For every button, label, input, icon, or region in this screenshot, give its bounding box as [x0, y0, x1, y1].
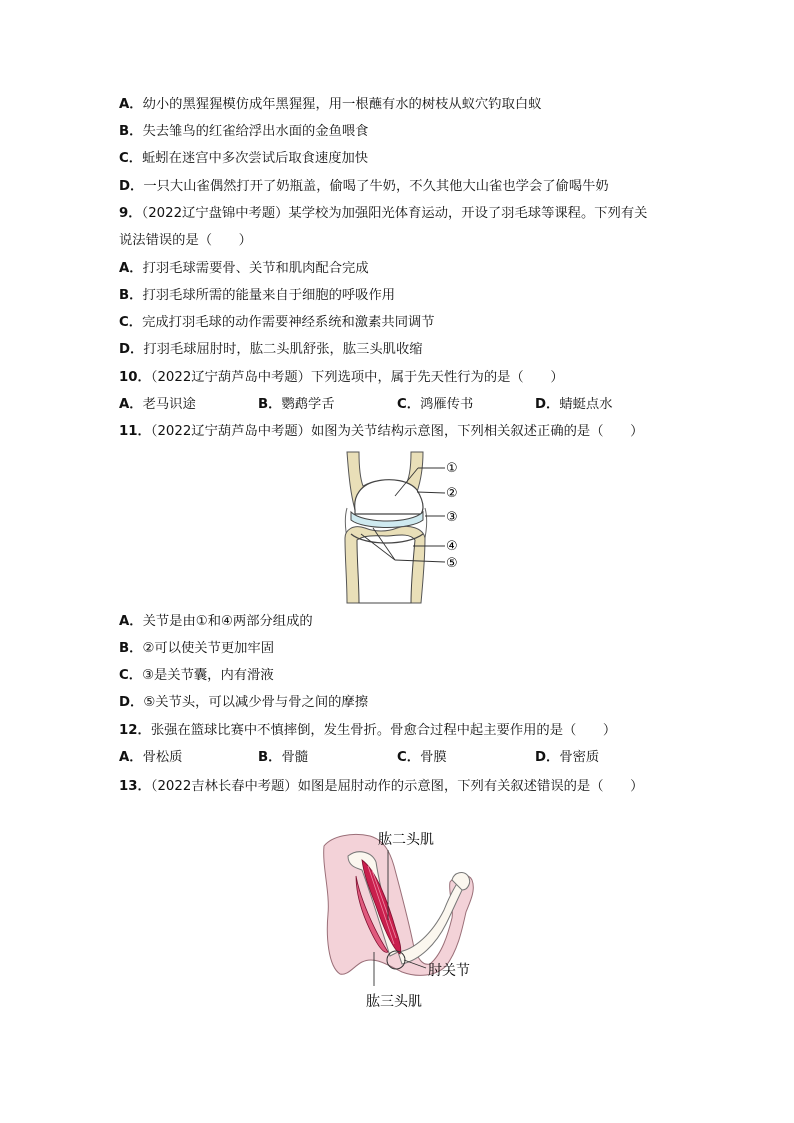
q8-option-b: B．失去雏鸟的红雀给浮出水面的金鱼喂食 [119, 124, 369, 139]
joint-label-5: ⑤ [446, 556, 458, 571]
q10-option-a: A．老马识途 [119, 397, 196, 412]
joint-label-2: ② [446, 486, 458, 501]
q8-option-d: D．一只大山雀偶然打开了奶瓶盖，偷喝了牛奶，不久其他大山雀也学会了偷喝牛奶 [119, 179, 609, 194]
elbow-flexion-diagram [318, 826, 488, 1016]
q8-option-c: C．蚯蚓在迷宫中多次尝试后取食速度加快 [119, 151, 369, 166]
q10-option-d: D．蜻蜓点水 [535, 397, 613, 412]
q10-option-c: C．鸿雁传书 [397, 397, 474, 412]
label-biceps: 肱二头肌 [378, 832, 434, 848]
q11-option-d: D．⑤关节头，可以减少骨与骨之间的摩擦 [119, 695, 369, 710]
q10-stem: 10．（2022辽宁葫芦岛中考题）下列选项中，属于先天性行为的是（ ） [119, 370, 564, 385]
q11-option-b: B．②可以使关节更加牢固 [119, 641, 275, 656]
joint-label-1: ① [446, 461, 458, 476]
q11-stem: 11．（2022辽宁葫芦岛中考题）如图为关节结构示意图，下列相关叙述正确的是（ ） [119, 424, 644, 439]
q12-stem: 12．张强在篮球比赛中不慎摔倒，发生骨折。骨愈合过程中起主要作用的是（ ） [119, 723, 617, 738]
q9-option-a: A．打羽毛球需要骨、关节和肌肉配合完成 [119, 261, 369, 276]
label-elbow-joint: 肘关节 [428, 963, 470, 979]
q11-option-a: A．关节是由①和④两部分组成的 [119, 614, 313, 629]
joint-structure-diagram [325, 450, 475, 605]
q12-option-d: D．骨密质 [535, 750, 600, 765]
q9-stem-line2: 说法错误的是（ ） [119, 233, 252, 248]
joint-label-4: ④ [446, 539, 458, 554]
q9-option-c: C．完成打羽毛球的动作需要神经系统和激素共同调节 [119, 315, 435, 330]
q12-option-a: A．骨松质 [119, 750, 183, 765]
q8-option-a: A．幼小的黑猩猩模仿成年黑猩猩，用一根蘸有水的树枝从蚁穴钓取白蚁 [119, 97, 542, 112]
joint-label-3: ③ [446, 510, 458, 525]
q9-option-d: D．打羽毛球屈肘时，肱二头肌舒张，肱三头肌收缩 [119, 342, 423, 357]
label-triceps: 肱三头肌 [366, 994, 422, 1010]
q12-option-b: B．骨髓 [258, 750, 309, 765]
q10-option-b: B．鹦鹉学舌 [258, 397, 335, 412]
q9-stem-line1: 9．（2022辽宁盘锦中考题）某学校为加强阳光体育运动，开设了羽毛球等课程。下列有关 [119, 206, 648, 221]
q12-option-c: C．骨膜 [397, 750, 447, 765]
lower-bone-inner [357, 535, 415, 603]
q9-option-b: B．打羽毛球所需的能量来自于细胞的呼吸作用 [119, 288, 396, 303]
q11-option-c: C．③是关节囊，内有滑液 [119, 668, 274, 683]
q13-stem: 13．（2022吉林长春中考题）如图是屈肘动作的示意图，下列有关叙述错误的是（ ） [119, 779, 644, 794]
